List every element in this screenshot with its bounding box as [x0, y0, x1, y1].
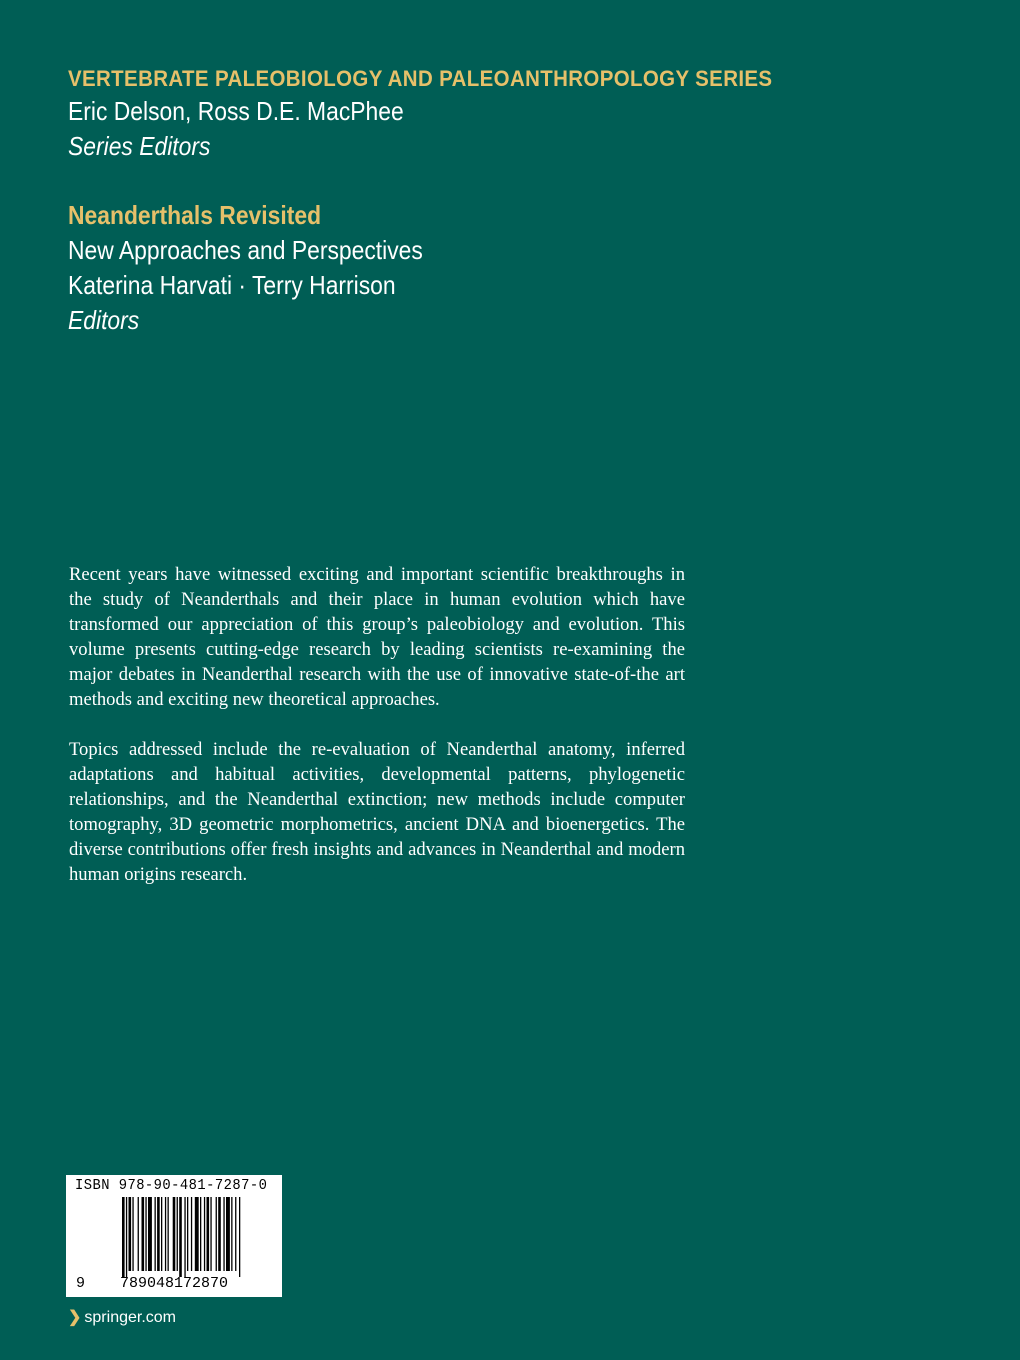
website-link[interactable]	[68, 1307, 176, 1327]
series-editors: Eric Delson, Ross D.E. MacPhee	[68, 96, 404, 126]
book-editors: Katerina Harvati · Terry Harrison	[68, 270, 396, 300]
barcode-number: 789048172870	[120, 1275, 229, 1292]
blurb-paragraph-2: Topics addressed include the re-evaluation of Neanderthal anatomy, inferred adaptations and habitual activities, developmental patterns, phylogenetic relationships, and the Neanderthal extinction; new methods include computer tomography, 3D geometric morphometrics, ancient DNA and bioenergetics. The diverse contributions offer fresh insights and advances in Neanderthal and modern human origins research.	[69, 739, 685, 885]
barcode-box	[66, 1175, 282, 1297]
chevron-right-icon: ❯	[68, 1309, 82, 1326]
isbn-label: ISBN 978-90-481-7287-0	[75, 1177, 268, 1194]
book-editors-role: Editors	[68, 305, 140, 335]
website-label: springer.com	[84, 1309, 176, 1326]
barcode-lead-digit: 9	[76, 1275, 86, 1292]
series-block	[68, 64, 773, 164]
series-editors-role: Series Editors	[68, 131, 211, 161]
blurb-paragraph-1: Recent years have witnessed exciting and important scientific breakthroughs in the study of Neanderthals and their place in human evolution which have transformed our appreciation of this group’s paleobiology and evolution. This volume presents cutting-edge research by leading scientists re-examining the major debates in Neanderthal research with the use of innovative state-of-the art methods and exciting new theoretical approaches.	[69, 564, 685, 710]
book-block	[68, 198, 768, 338]
book-title: Neanderthals Revisited	[68, 200, 322, 230]
book-subtitle: New Approaches and Perspectives	[68, 235, 423, 265]
barcode-icon	[122, 1197, 302, 1279]
barcode-digits	[76, 1275, 228, 1292]
series-title: VERTEBRATE PALEOBIOLOGY AND PALEOANTHROPOLOGY SERIES	[68, 66, 773, 91]
